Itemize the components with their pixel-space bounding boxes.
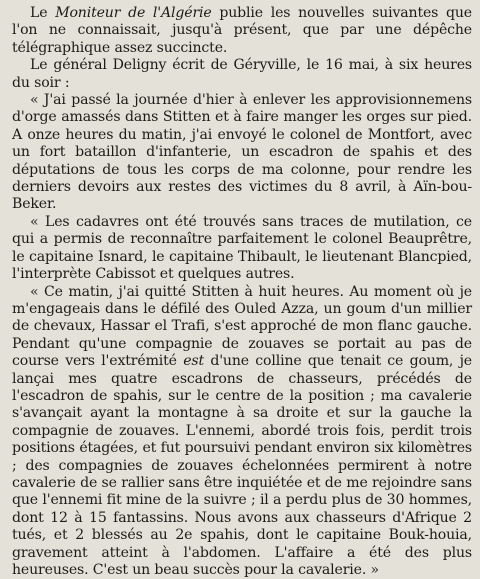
report-paragraph-3-part-b: d'une colline que tenait ce goum, je lançai mes quatre escadrons de chasseurs, précédés de l'escadron de spahis, sur le centre de la position ; ma cavalerie s'avançait ayant la montagne à sa droite et sur la gauche la compagnie de zouaves. L'ennemi, abordé trois fois, perdit trois positions étagées, et fut poursuivi pendant environ six kilomètres ; des compagnies de zouaves échelonnées permirent à notre cavalerie de se rallier sans être inquiétée et de me rejoindre sans que l'ennemi fit mine de la suivre ; il a perdu plus de 30 hommes, dont 12 à 15 fantassins. Nous avons aux chasseurs d'Afrique 2 tués, et 2 blessés au 2e spahis, dont le capitaine Bouk-houia, gravement atteint à l'abdomen. L'affaire a été des plus heureuses. C'est un beau succès pour la cavalerie. » xyxy=(12,353,472,578)
newspaper-title: Moniteur de l'Algérie xyxy=(55,5,211,21)
report-paragraph-1: « J'ai passé la journée d'hier à enlever les approvisionnemens d'orge amassés dans Stitten et à faire manger les orges sur pied. A onze heures du matin, j'ai envoyé le colonel de Montfort, avec un fort bataillon d'infanterie, un escadron de spahis et des députations de tous les corps de ma colonne, pour rendre les derniers devoirs aux restes des victimes du 8 avril, à Aïn-bou-Beker. xyxy=(12,92,472,214)
report-paragraph-2: « Les cadavres ont été trouvés sans traces de mutilation, ce qui a permis de reconnaître parfaitement le colonel Beauprêtre, le capitaine Isnard, le capitaine Thibault, le lieutenant Blancpied, l'interprète Cabissot et quelques autres. xyxy=(12,214,472,284)
report-paragraph-3-part-a: « Ce matin, j'ai quitté Stitten à huit heures. Au moment où je m'engageais dans le défilé des Ouled Azza, un goum d'un millier de chevaux, Hassar el Trafi, s'est approché de mon flanc gauche. Pendant qu'une compagnie de zouaves se portait au pas de course vers l'extrémité xyxy=(12,284,472,370)
report-paragraph-3-emphasis: est xyxy=(183,353,204,369)
report-paragraph-3 xyxy=(12,284,472,579)
writer-line: Le général Deligny écrit de Géryville, le 16 mai, à six heures du soir : xyxy=(12,57,472,92)
intro-pre: Le xyxy=(30,5,55,21)
intro-paragraph xyxy=(12,5,472,57)
intro-post: publie les nouvelles suivantes que l'on ne connaissait, jusqu'à présent, que par une dépêche télégraphique assez succincte. xyxy=(12,5,472,56)
